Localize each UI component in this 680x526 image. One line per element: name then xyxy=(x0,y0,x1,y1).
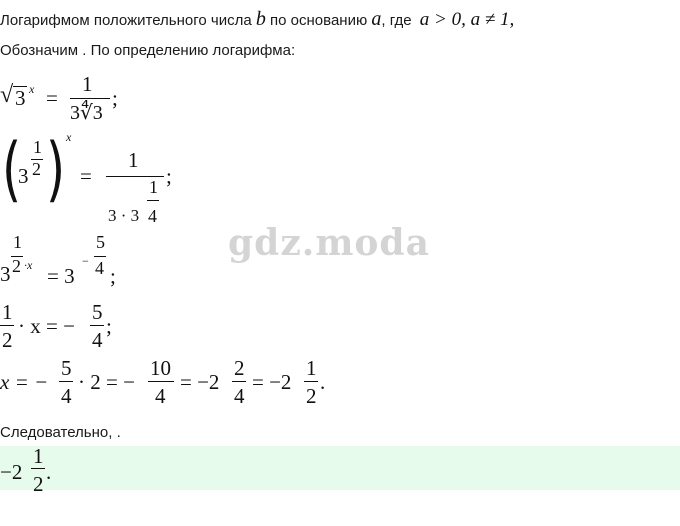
eq3-rhs-den: 4 xyxy=(95,258,104,278)
eq3-end: ; xyxy=(110,264,116,288)
eq2-exp-den: 2 xyxy=(32,159,41,179)
eq5-d4: 2 xyxy=(306,384,317,408)
eq3-exp-tail: ·x xyxy=(24,258,33,272)
answer-highlight xyxy=(0,446,680,490)
eq2-end: ; xyxy=(166,164,172,188)
eq3-exp-num: 1 xyxy=(13,232,22,252)
eq5-d1: 4 xyxy=(61,384,72,408)
answer-whole: −2 xyxy=(0,460,23,484)
eq1-denominator: 3∜3 xyxy=(70,102,103,124)
eq1-base: 3 xyxy=(15,86,26,110)
eq4-den: 2 xyxy=(2,328,13,352)
eq5-d2: 4 xyxy=(155,384,166,408)
intro-line xyxy=(0,8,514,31)
eq5-lhs: x = − xyxy=(0,370,49,394)
eq5-end: . xyxy=(320,370,326,394)
intro-text-1: Логарифмом положительного числа xyxy=(0,12,252,29)
eq2-denominator: 3 · 3 xyxy=(108,206,140,225)
eq5-n4: 1 xyxy=(306,356,317,380)
eq4-rnum: 5 xyxy=(92,300,103,324)
definition-line: Обозначим . По определению логарифма: xyxy=(0,42,296,59)
eq3-rhs: = 3 xyxy=(47,264,75,288)
answer-den: 2 xyxy=(33,472,44,496)
var-b: b xyxy=(255,8,266,30)
eq1-end: ; xyxy=(112,86,118,110)
eq5-t2: = −2 xyxy=(180,370,220,394)
eq4-end: ; xyxy=(106,314,112,338)
answer-end: . xyxy=(46,460,52,484)
intro-text-3: , где xyxy=(381,12,412,29)
answer-num: 1 xyxy=(33,444,44,468)
right-paren-icon: ) xyxy=(46,128,66,210)
eq2-den-exp-num: 1 xyxy=(149,177,158,197)
eq5-d3: 4 xyxy=(234,384,245,408)
var-a: a xyxy=(371,8,382,30)
eq2-exp-num: 1 xyxy=(33,137,42,157)
intro-text-2: по основанию xyxy=(270,12,368,29)
left-paren-icon: ( xyxy=(2,128,22,210)
eq3-rhs-num: 5 xyxy=(96,232,105,252)
eq2-den-exp-den: 4 xyxy=(148,206,157,226)
eq4-middle: · x = − xyxy=(18,314,75,338)
watermark-logo: gdz.moda xyxy=(228,222,430,264)
eq5-n2: 10 xyxy=(150,356,171,380)
eq1-numerator: 1 xyxy=(82,72,93,96)
eq5-n3: 2 xyxy=(234,356,245,380)
eq4-num: 1 xyxy=(2,300,13,324)
eq3-exp-den: 2 xyxy=(12,256,21,276)
eq2-base: 3 xyxy=(18,164,29,188)
eq5-t1: · 2 = − xyxy=(78,370,135,394)
eq1-equals: = xyxy=(46,86,58,110)
condition: a > 0, a ≠ 1, xyxy=(419,9,515,30)
sqrt-sign: √ xyxy=(0,82,14,108)
eq2-outer-exp: x xyxy=(66,130,72,144)
eq2-equals: = xyxy=(80,164,92,188)
eq3-rhs-sign: − xyxy=(82,254,89,268)
eq1-exp: x xyxy=(29,82,35,96)
eq5-t3: = −2 xyxy=(252,370,292,394)
conclusion-text: Следовательно, . xyxy=(0,424,121,441)
eq2-numerator: 1 xyxy=(128,148,139,172)
eq5-n1: 5 xyxy=(61,356,72,380)
eq3-base: 3 xyxy=(0,262,11,286)
eq4-rden: 4 xyxy=(92,328,103,352)
